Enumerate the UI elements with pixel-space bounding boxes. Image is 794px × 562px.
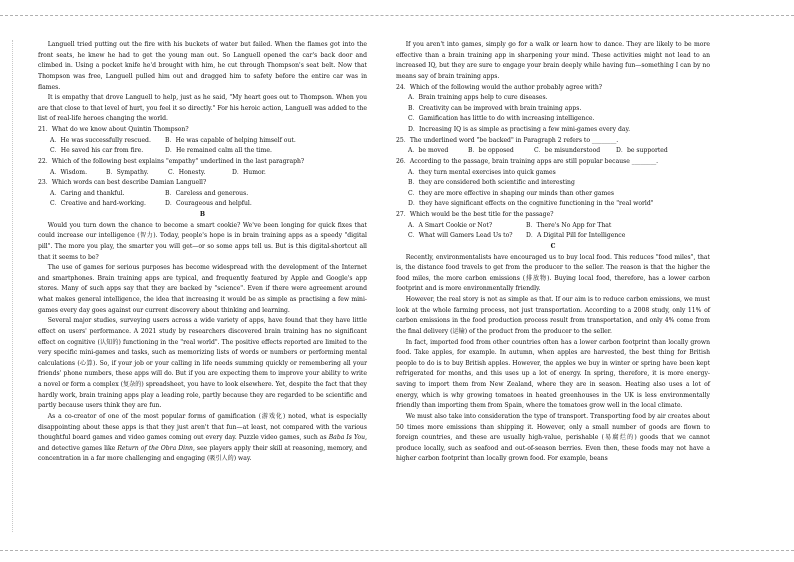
p4-text-1: As a co-creator of one of the most popular forms of gamification (游戏化) noted, what is especially disappointing about these apps is that they just aren't that fun—at least, not compared with the various thoughtful board games and video games coming out every day. Puzzle video games, such as [38,412,367,442]
question-27-options-ab [396,221,710,232]
option-21-b: B．He was capable of helping himself out. [165,136,296,144]
passage-b-paragraph-1: Would you turn down the chance to become a smart cookie? We've been longing for quick fixes that could increase our intelligence (智力). Today, people's hope is in brain training apps as a speedy "digital pill". The more you play, the smarter you will get—or so some apps tell us. But is this digital-shortcut all that it seems to be? [38,221,367,261]
game-title-obra-dinn: Return of the Obra Dinn [117,444,193,452]
question-25-options [396,146,710,157]
option-25-c: C．be misunderstood [534,147,601,155]
passage-a-paragraph-1: Languell tried putting out the fire with his buckets of water but failed. When the flames got into the front seats, he knew he had to get the young man out. So Languell opened the car's back door and climbed in. Using a pocket knife he'd brought with him, he cut through Thompson's seat belt. Now that Thompson was free, Languell pulled him out and dragged him to safety before the entire car was in flames. [38,41,367,91]
question-23-options-ab [38,189,367,200]
option-24-c: C．Gamification has little to do with increasing intelligence. [408,115,595,123]
option-24-a: A．Brain training apps help to cure diseases. [408,94,548,102]
passage-c-paragraph-3: In fact, imported food from other countries often has a lower carbon footprint than locally grown food. Take apples, for example. In autumn, when apples are harvested, the best thing for British people to do is to buy British apples. However, the apples we buy in winter or spring have been kept refrigerated for months, and this uses up a lot of energy. In spring, therefore, it is more energy-saving to import them from New Zealand, where they are in season. Heating also uses a lot of energy, which is why growing tomatoes in heated greenhouses in the UK is less environmentally friendly than importing them from Spain, where the tomatoes grow well in the local climate. [396,338,710,410]
question-21-options-ab [38,136,367,147]
p4-text-3: , see players apply their skill at reasoning, memory, and concentration in a far more challenging and engaging (吸引人的) way. [38,444,368,463]
option-24-b: B．Creativity can be improved with brain training apps. [408,104,582,112]
option-23-c: C．Creative and hard-working. [50,200,146,208]
passage-b-paragraph-4 [38,412,367,465]
game-title-baba: Baba Is You [328,434,366,442]
option-23-b: B．Careless and generous. [165,189,249,197]
question-27: 27．Which would be the best title for the passage? [396,211,554,218]
option-26-d: D．they have significant effects on the cognitive functioning in the "real world" [408,200,654,208]
binding-margin-line [12,40,13,532]
top-dashed-rule [0,15,794,16]
passage-b-paragraph-2: The use of games for serious purposes has become widespread with the development of the Internet and smartphones. Brain training apps are typical, and frequently featured by Apple and Google's app stores. Many of such apps say that they are backed by "science". Even if there were agreement around what makes general intelligence, the idea that increasing it would be as simple as practising a few mini-games every day goes against our current discovery about thinking and learning. [38,264,367,314]
bottom-dashed-rule [0,550,794,551]
right-column [396,40,710,465]
question-22-options [38,168,367,179]
question-25: 25．The underlined word "be backed" in Paragraph 2 refers to ________. [396,136,619,144]
option-21-d: D．He remained calm all the time. [165,147,272,155]
question-23-options-cd [38,199,367,210]
option-27-c: C．What will Gamers Lead Us to? [408,232,513,240]
passage-b-paragraph-5: If you aren't into games, simply go for a walk or learn how to dance. They are likely to be more effective than a brain training app in sharpening your mind. These activities might not lead to an increased IQ, but they are sure to engage your brain deeply while having fun—something I can by no means say of brain training apps. [396,41,710,80]
question-27-options-cd [396,231,710,242]
option-27-a: A．A Smart Cookie or Not? [408,221,493,229]
passage-a-paragraph-2: It is empathy that drove Languell to help, just as he said, "My heart goes out to Thompson. When you are that close to that level of hurt, you feel it so directly." For his heroic action, Languell was added to the list of real-life heroes changing the world. [38,94,367,123]
option-27-d: D．A Digital Pill for Intelligence [526,232,626,240]
option-24-d: D．Increasing IQ is as simple as practising a few mini-games every day. [408,126,631,133]
option-26-a: A．they turn mental exercises into quick games [408,168,556,176]
option-21-c: C．He saved his car from fire. [50,147,144,155]
question-26: 26．According to the passage, brain training apps are still popular because ________. [396,157,659,165]
option-23-a: A．Caring and thankful. [50,189,125,197]
passage-c-paragraph-2: However, the real story is not as simple as that. If our aim is to reduce carbon emissions, we must look at the whole farming process, not just transportation. According to a 2008 study, only 11% of carbon emissions in the food production process result from transportation, and only 4% come from the final delivery (运输) of the product from the producer to the seller. [396,296,710,335]
passage-c-paragraph-4: We must also take into consideration the type of transport. Transporting food by air creates about 50 times more emissions than shipping it. However, only a small number of goods are flown to foreign countries, and these are usually high-value, perishable (易腐烂的) goods that we cannot produce locally, such as seafood and out-of-season berries. Even then, these foods may not have a higher carbon footprint than locally grown food. For example, beans [396,412,710,463]
passage-c-paragraph-1: Recently, environmentalists have encouraged us to buy local food. This reduces "food miles", that is, the distance food travels to get from the producer to the seller. The reason is that the higher the food miles, the more carbon emissions (排放物). Buying local food, therefore, has a lower carbon footprint and is more environmentally friendly. [396,253,710,293]
option-26-b: B．they are considered both scientific and interesting [408,179,575,187]
question-24: 24．Which of the following would the author probably agree with? [396,83,603,91]
question-21-options-cd [38,146,367,157]
option-27-b: B．There's No App for That [526,221,612,229]
option-26-c: C．they are more effective in shaping our minds than other games [408,189,615,197]
passage-b-paragraph-3: Several major studies, surveying users across a wide variety of apps, have found that they have little effect on users' performance. A 2021 study by researchers discovered brain training has no significant effect on cognitive (认知的) functioning in the "real world". The positive effects reported are limited to the very specific mini-games and tasks, such as memorizing lists of words or numbers or performing mental calculations (心算). So, if your job or your calling in life needs summing quickly or remembering all your friends' phone numbers, these apps will do. But if you are expecting them to improve your ability to write a novel or form a complex (复杂的) spreadsheet, you have to look elsewhere. Yet, despite the fact that they hardly work, brain training apps play a leading role, partly because they are regarded to be scientific and partly because users think they are fun. [38,317,367,410]
option-22-d: D．Humor. [232,168,266,176]
question-21: 21．What do we know about Quintin Thompson? [38,126,189,133]
option-22-b: B．Sympathy. [106,168,149,176]
option-25-b: B．be opposed [468,147,514,155]
p4-text-2: , and detective games like [38,434,367,452]
option-22-a: A．Wisdom. [50,168,88,176]
left-column [38,40,367,465]
option-23-d: D．Courageous and helpful. [165,200,252,208]
option-25-a: A．be moved [408,147,449,155]
section-b-heading: B [199,211,206,218]
question-23: 23．Which words can best describe Damian Languell? [38,179,207,187]
section-c-heading: C [550,242,556,250]
option-21-a: A．He was successfully rescued. [50,136,151,144]
option-25-d: D．be supported [616,147,668,155]
option-22-c: C．Honesty. [168,168,206,176]
question-22: 22．Which of the following best explains "empathy" underlined in the last paragraph? [38,157,305,165]
